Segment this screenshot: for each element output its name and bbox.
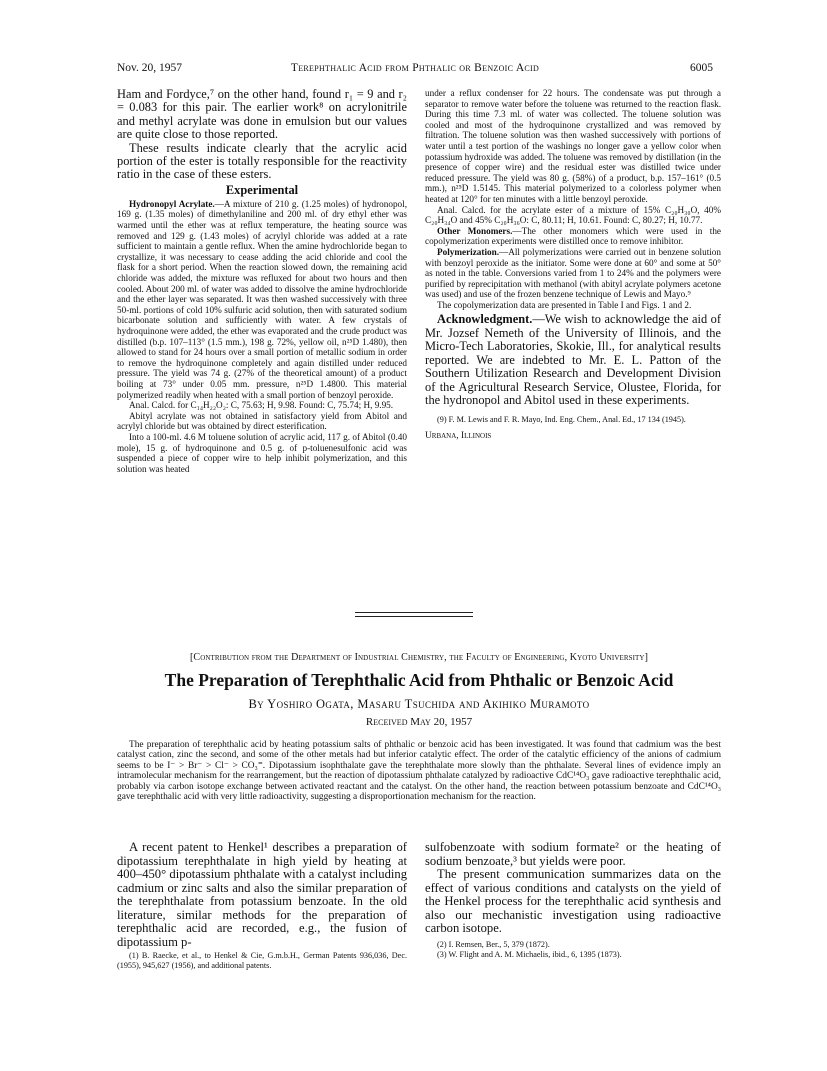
lower-right-column [425,841,721,960]
footnote: (9) F. M. Lewis and F. R. Mayo, Ind. Eng. Chem., Anal. Ed., 17 134 (1945). [437,415,686,425]
paragraph: Ham and Fordyce,⁷ on the other hand, found r₁ = 9 and r₂ = 0.083 for this pair. The earlier work⁸ on acrylonitrile and methyl acrylate was done in emulsion but our values are quite close to those reported. [117,87,407,142]
running-header [117,62,713,78]
section-heading-experimental: Experimental [225,182,299,197]
paragraph [425,247,721,300]
article-authors: By Yoshiro Ogata, Masaru Tsuchida and Akihiko Muramoto [248,697,590,711]
lower-left-column [117,841,407,971]
divider-rule [355,616,473,617]
footnote: (1) B. Raecke, et al., to Henkel & Cie, G.m.b.H., German Patents 936,036, Dec. (1955), 945,627 (1956), and additional patents. [117,951,407,970]
article-title: The Preparation of Terephthalic Acid from Phthalic or Benzoic Acid [164,670,674,690]
paragraph: The present communication summarizes data on the effect of various conditions and catalysts on the yield of the Henkel process for the terephthalic acid synthesis and also our mechanistic investigation using radioactive carbon isotope. [425,867,721,935]
upper-right-column [425,88,721,441]
header-date: Nov. 20, 1957 [117,62,183,74]
location: Urbana, Illinois [425,431,492,442]
paragraph: sulfobenzoate with sodium formate² or the heating of sodium benzoate,³ but yields were poor. [425,840,721,868]
header-page-number: 6005 [690,62,713,74]
paragraph [425,226,721,247]
abstract: The preparation of terephthalic acid by heating potassium salts of phthalic or benzoic acid has been investigated. It was found that cadmium was the best catalyst cation, zinc the second, and some of the other metals had but inferior catalytic effect. The order of the catalytic efficiency of the anions of cadmium seems to be I⁻ > Br⁻ > Cl⁻ > CO₃⁼. Dipotassium isophthalate gave the terephthalate more slowly than the phthalate. Several lines of evidence imply an intramolecular mechanism for the rearrangement, but the reaction of dipotassium phthalate catalyzed by radioactive CdC¹⁴O₃ gave radioactive terephthalic acid, probably via carbon isotope exchange between activated reactant and the catalyst. On the other hand, the reaction between potassium benzoate and CdC¹⁴O₃ gave terephthalic acid with very little radioactivity, suggesting a disproportionation mechanism for the reaction. [117,740,721,803]
header-running-title: Terephthalic Acid from Phthalic or Benzoic Acid [290,62,540,74]
run-in-heading: Acknowledgment. [437,312,533,327]
paragraph-text: —All polymerizations were carried out in benzene solution with benzoyl peroxide as the initiator. Some were done at 60° and some at 50° as noted in the table. Conversions varied from 1 to 24% and the polymers were purified by reprecipitation with methanol (with abityl acrylate polymers acetone was used) and use of the frozen benzene technique of Lewis and Mayo.⁹ [425,246,721,300]
run-in-heading: Other Monomers. [437,225,513,236]
received-date: Received May 20, 1957 [365,716,473,728]
upper-left-column [117,88,407,474]
run-in-heading: Polymerization. [437,246,499,257]
paragraph: A recent patent to Henkel¹ describes a preparation of dipotassium terephthalate in high yield by heating at 400–450° dipotassium phthalate with a catalyst including cadmium or zinc salts and also the similar preparation of the terephthalate from potassium benzoate. In the old literature, similar methods for the preparation of terephthalic acid are recorded, e.g., the fusion of dipotassium p- [117,840,407,949]
run-in-heading: Hydronopyl Acrylate. [129,198,215,209]
paragraph: Into a 100-ml. 4.6 M toluene solution of acrylic acid, 117 g. of Abitol (0.40 mole), 15 g. of hydroquinone and 0.5 g. of p-toluenesulfonic acid was suspended a piece of copper wire to help inhibit polymerization, and this solution was heated [117,431,407,474]
paragraph-text: —The other monomers which were used in the copolymerization experiments were distilled once to remove inhibitor. [425,225,721,247]
footnote: (2) I. Remsen, Ber., 5, 379 (1872). [437,939,550,949]
divider-rule [355,612,473,613]
footnote: (3) W. Flight and A. M. Michaelis, ibid., 6, 1395 (1873). [437,949,622,959]
paragraph: These results indicate clearly that the acrylic acid portion of the ester is totally responsible for the reactivity ratio in the case of these esters. [117,140,407,182]
paragraph: Abityl acrylate was not obtained in satisfactory yield from Abitol and acrylyl chloride but was obtained by direct esterification. [117,410,407,432]
paragraph [425,313,721,407]
paragraph: The copolymerization data are presented in Table I and Figs. 1 and 2. [437,299,692,310]
paragraph: under a reflux condenser for 22 hours. The condensate was put through a separator to remove water before the toluene was returned to the reaction flask. During this time 7.3 ml. of water was collected. The toluene solution was cooled and most of the hydroquinone crystallized and was removed by filtration. The toluene solution was then washed successively with portions of water until a test portion of the washings no longer gave a yellow color when potassium hydroxide was added. The toluene was removed by distillation (in the presence of copper wire) and the residual ester was distilled twice under reduced pressure. The yield was 80 g. (58%) of a product, b.p. 157–161° (0.5 mm.), n²⁵D 1.5145. This material polymerized to a colorless polymer when heated at 120° for ten minutes with a little benzoyl peroxide. [425,88,721,204]
paragraph: Anal. Calcd. for the acrylate ester of a mixture of 15% C₂₀H₃₀O, 40% C₂₀H₃₄O and 45% C₂₀H₃₆O: C, 80.11; H, 10.61. Found: C, 80.27; H, 10.77. [425,204,721,226]
contribution-line: [Contribution from the Department of Industrial Chemistry, the Faculty of Engineering, Kyoto University] [190,652,648,663]
paragraph-text: —We wish to acknowledge the aid of Mr. Jozsef Nemeth of the University of Illinois, and the Micro-Tech Laboratories, Skokie, Ill., for analytical results reported. We are indebted to Mr. E. L. Patton of the Southern Utilization Research and Development Division of the Agricultural Research Service, Olustee, Florida, for the hydronopol and Abitol used in these experiments. [425,312,721,407]
paragraph-text: —A mixture of 210 g. (1.25 moles) of hydronopol, 169 g. (1.35 moles) of dimethylaniline and 200 ml. of dry ethyl ether was warmed until the ether was at reflux temperature, the heating source was removed and 129 g. (1.43 moles) of acrylyl chloride was added at a rate sufficient to maintain a gentle reflux. When the amine hydrochloride began to crystallize, it was necessary to cease adding the acid chloride and cool the flask for a short period. When the reaction slowed down, the remaining acid chloride was added, the mixture was refluxed for about two hours and then cooled. About 200 ml. of water was added to dissolve the amine hydrochloride and the ether layer was separated. It was then washed successively with three 50-ml. portions of cold 10% sulfuric acid solution, then with saturated sodium bicarbonate solution and sufficiently with water. A few crystals of hydroquinone were added, the ether was evaporated and the crude product was distilled (b.p. 107–113° (1.5 mm.), 198 g. 72%, yellow oil, n²⁵D 1.480), then allowed to stand for 24 hours over a small portion of metallic sodium in order to remove the hydroquinone completely and again distilled under reduced pressure. The yield was 74 g. (27% of the theoretical amount) of a product boiling at 73° under 0.05 mm. pressure, n²⁵D 1.4800. This material polymerized readily when heated with a small portion of benzoyl peroxide. [117,198,408,400]
paragraph: Anal. Calcd. for C₁₄H₂₂O₂: C, 75.63; H, 9.98. Found: C, 75.74; H, 9.95. [129,400,394,411]
paragraph [117,199,407,400]
